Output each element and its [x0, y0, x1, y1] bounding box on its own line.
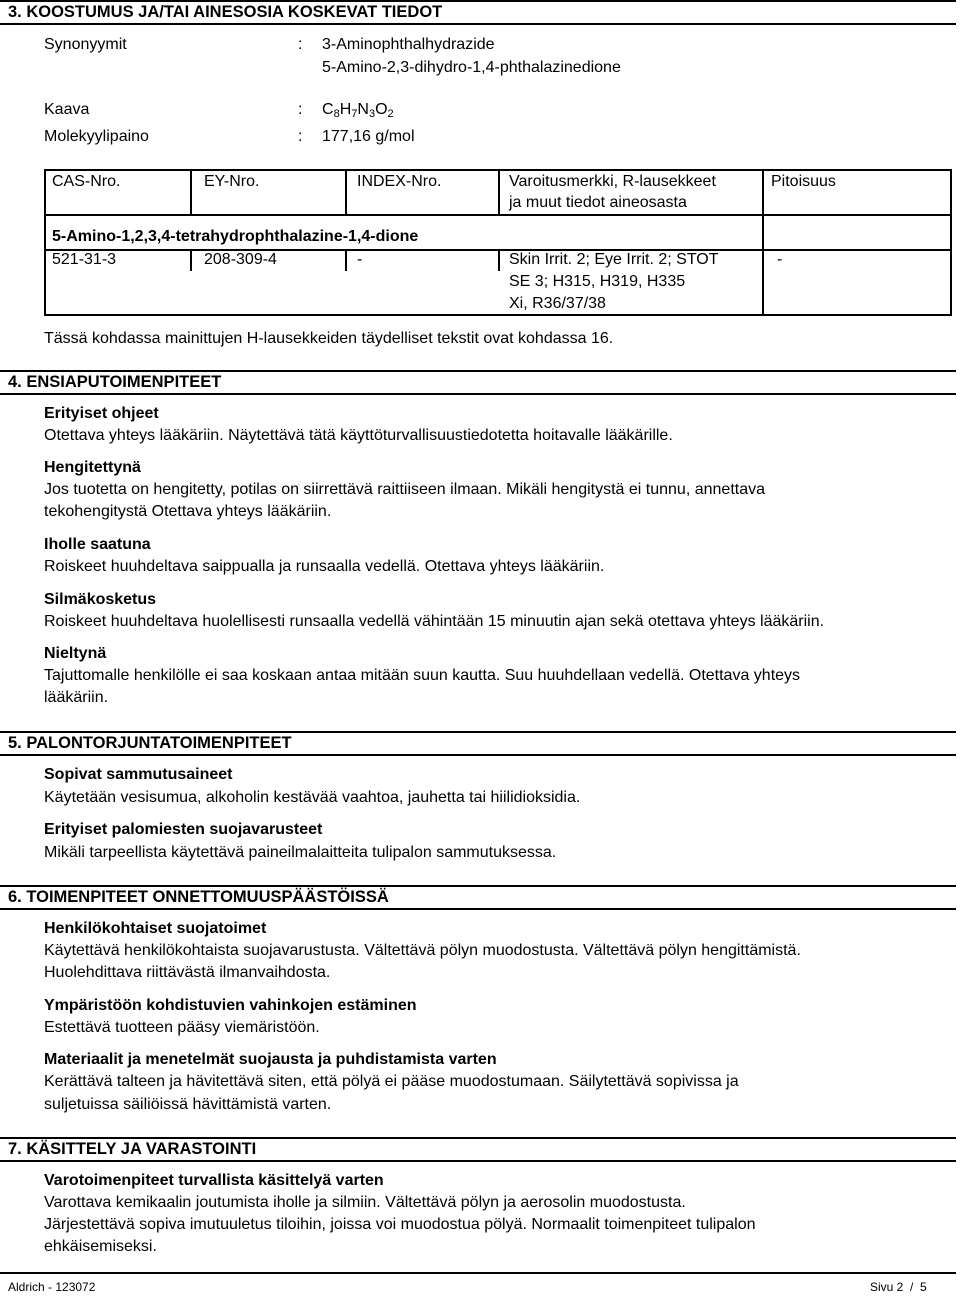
subheading: Ympäristöön kohdistuvien vahinkojen estäminen [44, 997, 417, 1014]
paragraph-line: Roiskeet huuhdeltava huolellisesti runsaalla vedellä vähintään 15 minuutin ajan sekä otettava yhteys lääkäriin. [44, 613, 825, 630]
section-7-header: 7. KÄSITTELY JA VARASTOINTI [0, 1137, 956, 1162]
section-6-header: 6. TOIMENPITEET ONNETTOMUUSPÄÄSTÖISSÄ [0, 885, 956, 910]
cell-concentration: - [777, 251, 783, 268]
synonyms-colon: : [298, 36, 303, 53]
cell-index: - [357, 251, 363, 268]
table-border-left [44, 169, 46, 316]
col-header-index: INDEX-Nro. [357, 173, 442, 190]
paragraph-line: Jos tuotetta on hengitetty, potilas on siirrettävä raittiiseen ilmaan. Mikäli hengitystä ei tunnu, annettava [44, 481, 765, 498]
footer-product-code: Aldrich - 123072 [8, 1280, 96, 1294]
table-border-bottom [44, 314, 952, 316]
col-header-ey: EY-Nro. [204, 173, 260, 190]
section-4-header: 4. ENSIAPUTOIMENPITEET [0, 370, 956, 395]
paragraph-line: Mikäli tarpeellista käytettävä paineilmalaitteita tulipalon sammutuksessa. [44, 844, 557, 861]
formula-value: $C_8H_7N_3O_2$ [322, 101, 394, 120]
paragraph-line: Käytetään vesisumua, alkoholin kestävää vaahtoa, jauhetta tai hiilidioksidia. [44, 789, 581, 806]
cell-warning-2: SE 3; H315, H319, H335 [509, 273, 686, 290]
subheading: Materiaalit ja menetelmät suojausta ja puhdistamista varten [44, 1051, 497, 1068]
subheading: Erityiset ohjeet [44, 405, 159, 422]
paragraph-line: lääkäriin. [44, 689, 109, 706]
subheading: Sopivat sammutusaineet [44, 766, 233, 783]
subheading: Varotoimenpiteet turvallista käsittelyä varten [44, 1172, 384, 1189]
col-header-cas: CAS-Nro. [52, 173, 121, 190]
paragraph-line: suljetuissa säiliöissä hävittämistä varten. [44, 1096, 332, 1113]
formula-label: Kaava [44, 101, 90, 118]
section-5-header: 5. PALONTORJUNTATOIMENPITEET [0, 731, 956, 756]
mw-value: 177,16 g/mol [322, 128, 415, 145]
section-3-header: 3. KOOSTUMUS JA/TAI AINESOSIA KOSKEVAT TIEDOT [0, 0, 956, 25]
table-col-sep [345, 169, 347, 216]
mw-label: Molekyylipaino [44, 128, 149, 145]
paragraph-line: Varottava kemikaalin joutumista iholle ja silmiin. Vältettävä pölyn ja aerosolin muodostusta. [44, 1194, 686, 1211]
mw-colon: : [298, 128, 303, 145]
paragraph-line: Kerättävä talteen ja hävitettävä siten, että pölyä ei pääse muodostumaan. Säilytettävä sopivissa ja [44, 1073, 739, 1090]
subheading: Nieltynä [44, 645, 107, 662]
table-col-sep [762, 169, 764, 316]
subheading: Silmäkosketus [44, 591, 157, 608]
paragraph-line: tekohengitystä Otettava yhteys lääkäriin. [44, 503, 332, 520]
substance-name: 5-Amino-1,2,3,4-tetrahydrophthalazine-1,4-dione [52, 228, 419, 245]
table-col-sep [498, 249, 500, 271]
table-col-sep [190, 249, 192, 271]
paragraph-line: Käytettävä henkilökohtaista suojavarustusta. Vältettävä pölyn muodostusta. Vältettävä pölyn hengittämistä. [44, 942, 801, 959]
paragraph-line: Estettävä tuotteen pääsy viemäristöön. [44, 1019, 320, 1036]
paragraph-line: ehkäisemiseksi. [44, 1238, 157, 1255]
cell-warning-3: Xi, R36/37/38 [509, 295, 606, 312]
synonym-2: 5-Amino-2,3-dihydro-1,4-phthalazinedione [322, 59, 621, 76]
paragraph-line: Otettava yhteys lääkäriin. Näytettävä tätä käyttöturvallisuustiedotetta hoitavalle lääkärille. [44, 427, 673, 444]
table-footnote: Tässä kohdassa mainittujen H-lausekkeiden täydelliset tekstit ovat kohdassa 16. [44, 330, 614, 347]
paragraph-line: Roiskeet huuhdeltava saippualla ja runsaalla vedellä. Otettava yhteys lääkäriin. [44, 558, 605, 575]
table-col-sep [498, 169, 500, 216]
synonym-1: 3-Aminophthalhydrazide [322, 36, 495, 53]
subheading: Iholle saatuna [44, 536, 151, 553]
col-header-concentration: Pitoisuus [771, 173, 836, 190]
paragraph-line: Tajuttomalle henkilölle ei saa koskaan antaa mitään suun kautta. Suu huuhdellaan vedellä. Otettava yhteys [44, 667, 801, 684]
subheading: Erityiset palomiesten suojavarusteet [44, 821, 323, 838]
table-col-sep [190, 169, 192, 216]
formula-colon: : [298, 101, 303, 118]
cell-warning-1: Skin Irrit. 2; Eye Irrit. 2; STOT [509, 251, 719, 268]
subheading: Henkilökohtaiset suojatoimet [44, 920, 267, 937]
col-header-warning-1: Varoitusmerkki, R-lausekkeet [509, 173, 716, 190]
synonyms-label: Synonyymit [44, 36, 127, 53]
cell-ey: 208-309-4 [204, 251, 277, 268]
subheading: Hengitettynä [44, 459, 141, 476]
footer-rule [0, 1272, 956, 1274]
paragraph-line: Järjestettävä sopiva imutuuletus tiloihin, joissa voi muodostua pölyä. Normaalit toimenpiteet tulipalon [44, 1216, 756, 1233]
cell-cas: 521-31-3 [52, 251, 117, 268]
paragraph-line: Huolehdittava riittävästä ilmanvaihdosta. [44, 964, 331, 981]
footer-page-number: Sivu 2 / 5 [870, 1280, 927, 1294]
col-header-warning-2: ja muut tiedot aineosasta [509, 194, 687, 211]
table-border-right [950, 169, 952, 316]
table-col-sep [345, 249, 347, 271]
